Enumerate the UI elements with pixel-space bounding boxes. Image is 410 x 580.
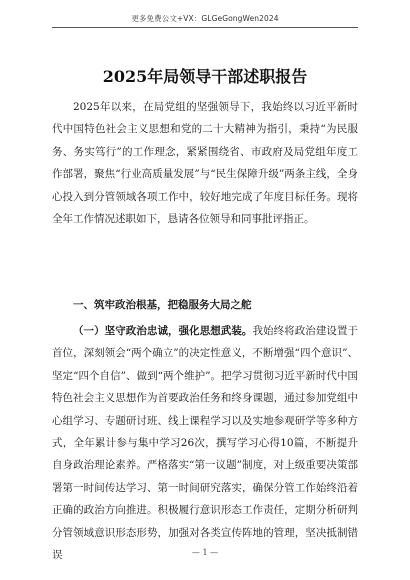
- subsection-body: 我始终将政治建设置于首位，深刻领会“两个确立”的决定性意义，不断增强“四个意识”、坚定“四个自信”、做到“两个维护”。把学习贯彻习近平新时代中国特色社会主义思想作为首要政治任务和终身课题，通过参加党组中心组学习、专题研讨班、线上课程学习以及实地参观研学等多种方式，全年累计参与集中学习26次，撰写学习心得10篇，不断提升自身政治理论素养。严格落实“第一议题”制度，对上级重要决策部署第一时间传达学习、第一时间研究落实，确保分管工作始终沿着正确的政治方向推进。积极履行意识形态工作责任，定期分析研判分管领域意识形态形势，加强对各类宣传阵地的管理，坚决抵制错误: [52, 325, 359, 562]
- header-divider: [52, 27, 358, 28]
- intro-paragraph-block: [52, 96, 358, 230]
- subsection-paragraph-block: [52, 320, 358, 566]
- intro-paragraph: 2025年以来，在局党组的坚强领导下，我始终以习近平新时代中国特色社会主义思想和党的二十大精神为指引，秉持“为民服务、务实笃行”的工作理念，紧紧围绕省、市政府及局党组年度工作部署，聚焦“行业高质量发展”与“民生保障升级”两条主线，全身心投入到分管领域各项工作中，较好地完成了年度目标任务。现将全年工作情况述职如下，恳请各位领导和同事批评指正。: [52, 101, 358, 226]
- document-title: 2025年局领导干部述职报告: [102, 67, 308, 86]
- subsection-paragraph: [52, 320, 358, 566]
- section-heading: 一、筑牢政治根基，把稳服务大局之舵: [73, 299, 252, 311]
- page-number: — 1 —: [191, 548, 219, 557]
- subsection-heading: （一）坚守政治忠诚，强化思想武装。: [73, 325, 253, 337]
- header-note: 更多免费公文+VX：GLGeGongWen2024: [131, 14, 279, 23]
